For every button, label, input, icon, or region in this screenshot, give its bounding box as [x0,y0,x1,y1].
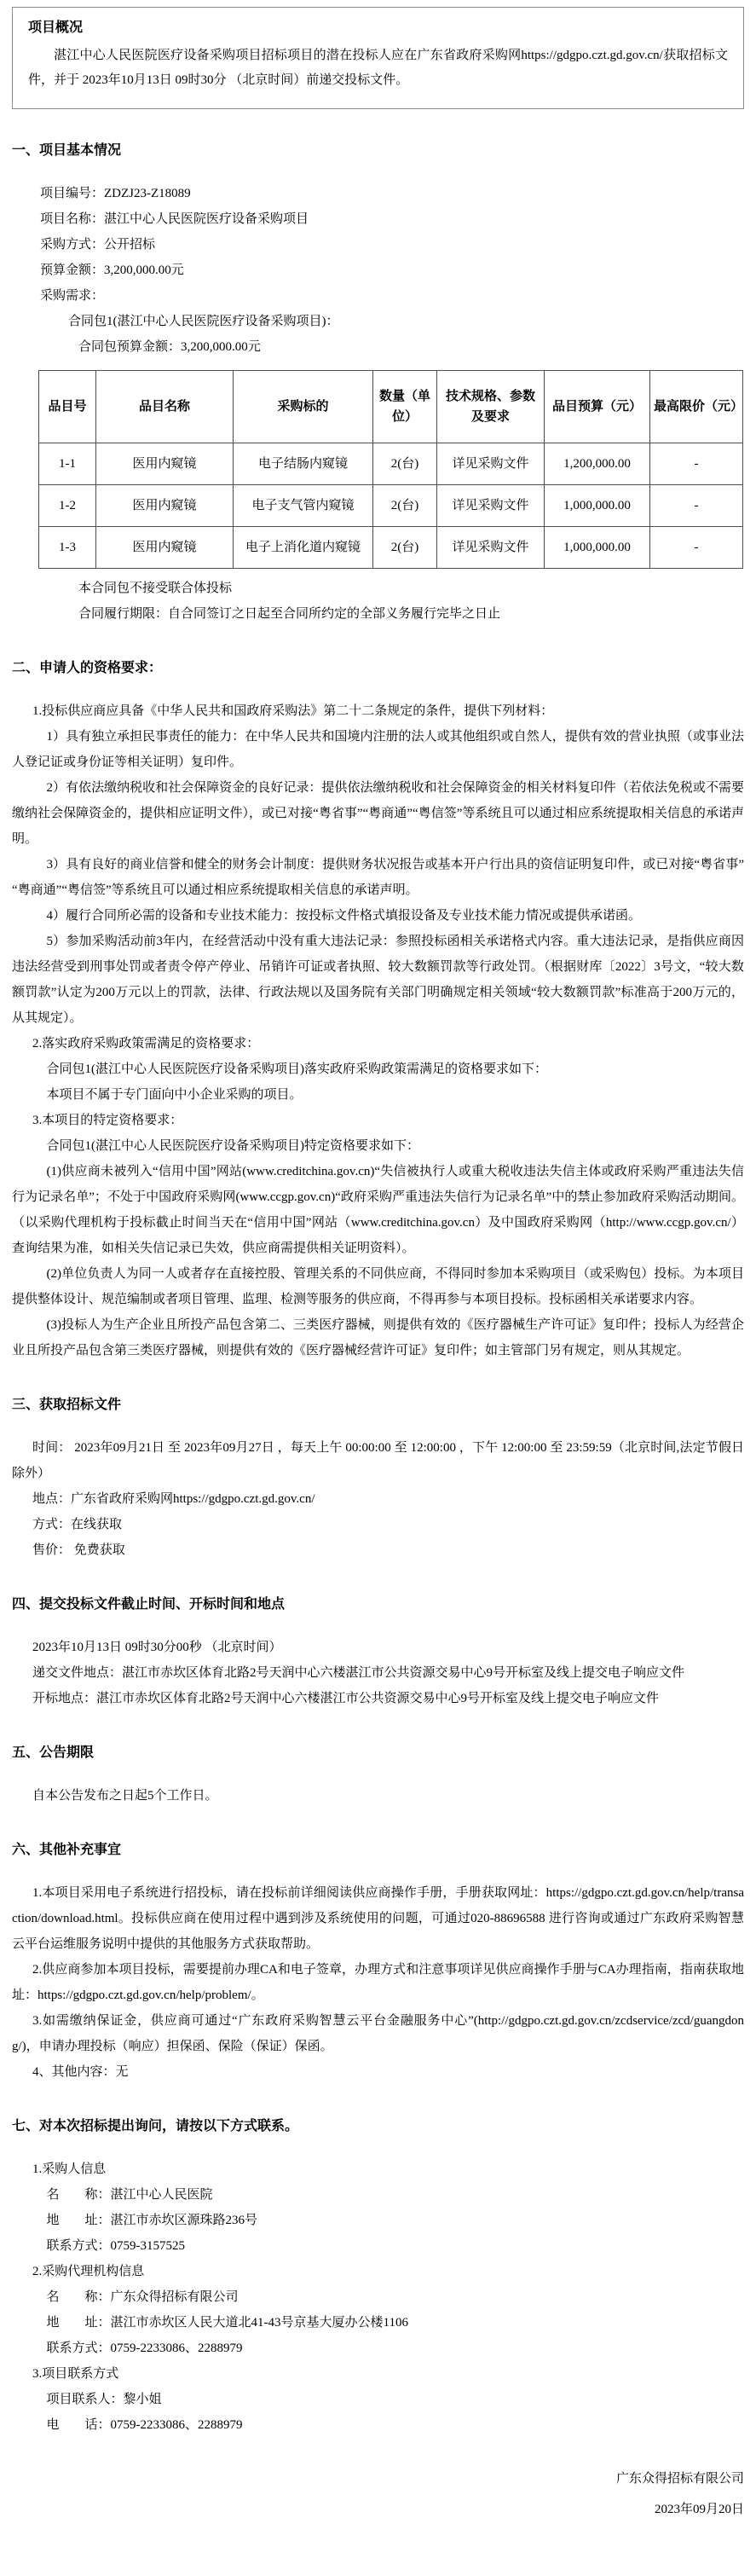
section-obtain-documents [12,1396,744,1563]
qualification-paragraph: (1)供应商未被列入“信用中国”网站(www.creditchina.gov.cn)“失信被执行人或重大税收违法失信主体或政府采购严重违法失信行为记录名单”；不处于中国政府采购网(www.ccgp.gov.cn)“政府采购严重违法失信行为记录名单”中的禁止参加政府采购活动期间。（以采购代理机构于投标截止时间当天在“信用中国”网站（www.creditchina.gov.cn）及中国政府采购网（http://www.ccgp.gov.cn/）查询结果为准，如相关失信记录已失效，供应商需提供相关证明资料）。 [12,1165,744,1255]
opening-place: 开标地点：湛江市赤坎区体育北路2号天润中心六楼湛江市公共资源交易中心9号开标室及线上提交电子响应文件 [32,1692,660,1705]
cell-tech-spec: 详见采购文件 [437,485,545,527]
purchaser-address: 地 址：湛江市赤坎区源珠路236号 [46,2214,258,2227]
cell-item-budget: 1,000,000.00 [545,527,650,569]
section-title: 七、对本次招标提出询问，请按以下方式联系。 [12,2119,299,2133]
agency-info-label: 2.采购代理机构信息 [32,2265,145,2278]
section-title: 六、其他补充事宜 [12,1843,122,1857]
qualification-paragraph: 5）参加采购活动前3年内，在经营活动中没有重大违法记录：参照投标函相关承诺格式内容。重大违法记录，是指供应商因违法经营受到刑事处罚或者责令停产停业、吊销许可证或者执照、较大数额罚款等行政处罚。（根据财库〔2022〕3号文，“较大数额罚款”认定为200万元以上的罚款，法律、行政法规以及国务院有关部门明确规定相关领域“较大数额罚款”标准高于200万元的，从其规定）。 [12,935,744,1025]
supplementary-item: 2.供应商参加本项目投标，需要提前办理CA和电子签章，办理方式和注意事项详见供应商操作手册与CA办理指南，指南获取地址：https://gdgpo.czt.gd.gov.cn/help/problem/。 [12,1963,744,2002]
section-basic-info [12,142,744,627]
section-title: 三、获取招标文件 [12,1398,122,1412]
qualification-paragraph: 1.投标供应商应具备《中华人民共和国政府采购法》第二十二条规定的条件，提供下列材料： [32,704,554,718]
section-title: 一、项目基本情况 [12,143,122,158]
project-number: 项目编号：ZDZJ23-Z18089 [40,187,191,200]
cell-max-price: - [650,527,743,569]
qualification-paragraph: (2)单位负责人为同一人或者存在直接控股、管理关系的不同供应商，不得同时参加本采购项目（或采购包）投标。为本项目提供整体设计、规范编制或者项目管理、监理、检测等服务的供应商，不得再参与本项目投标。投标函相关承诺要求内容。 [12,1267,744,1306]
table-row [39,443,743,485]
qualification-paragraph: 合同包1(湛江中心人民医院医疗设备采购项目)特定资格要求如下： [46,1139,419,1153]
cell-tech-spec: 详见采购文件 [437,443,545,485]
qualification-paragraph: 合同包1(湛江中心人民医院医疗设备采购项目)落实政府采购政策需满足的资格要求如下： [46,1062,547,1076]
section-title: 二、申请人的资格要求： [12,661,163,675]
header-item-budget: 品目预算（元） [545,371,650,443]
items-table [38,370,743,569]
supplementary-item: 1.本项目采用电子系统进行招投标，请在投标前详细阅读供应商操作手册，手册获取网址：https://gdgpo.czt.gd.gov.cn/help/transaction/download.html。投标供应商在使用过程中遇到涉及系统使用的问题，可通过020-88696588 进行咨询或通过广东政府采购智慧云平台运维服务说明中提供的其他服务方式获取帮助。 [12,1886,744,1951]
qualification-paragraph: 4）履行合同所必需的设备和专业技术能力：按投标文件格式填报设备及专业技术能力情况或提供承诺函。 [46,909,642,923]
cell-quantity: 2(台) [373,443,437,485]
project-contact-phone: 电 话：0759-2233086、2288979 [46,2418,243,2432]
header-max-price: 最高限价（元） [650,371,743,443]
supplementary-item: 3.如需缴纳保证金，供应商可通过“广东政府采购智慧云平台金融服务中心”(http://gdgpo.czt.gd.gov.cn/zcdservice/zcd/guangdong/)，申请办理投标（响应）担保函、保险（保证）保函。 [12,2014,744,2053]
section-supplementary [12,1841,744,2085]
qualification-paragraph: 1）具有独立承担民事责任的能力：在中华人民共和国境内注册的法人或其他组织或自然人，提供有效的营业执照（或事业法人登记证或身份证等相关证明）复印件。 [12,730,744,769]
obtain-time: 时间： 2023年09月21日 至 2023年09月27日 ，每天上午 00:00:00 至 12:00:00 ，下午 12:00:00 至 23:59:59（北京时间,法定节假日除外） [12,1441,744,1480]
cell-quantity: 2(台) [373,485,437,527]
cell-item-no: 1-1 [39,443,96,485]
deadline-datetime: 2023年10月13日 09时30分00秒 （北京时间） [32,1641,282,1654]
header-quantity: 数量（单位） [373,371,437,443]
project-overview-box [12,7,744,109]
supplementary-item: 4、其他内容：无 [32,2065,129,2079]
cell-item-budget: 1,200,000.00 [545,443,650,485]
procurement-demand-label: 采购需求： [40,289,105,303]
procurement-method: 采购方式：公开招标 [40,238,156,252]
section-announcement-period [12,1744,744,1809]
cell-item-name: 医用内窥镜 [96,527,234,569]
purchaser-name: 名 称：湛江中心人民医院 [46,2188,213,2202]
obtain-place: 地点：广东省政府采购网https://gdgpo.czt.gd.gov.cn/ [32,1492,315,1506]
section-qualification [12,659,744,1363]
cell-tech-spec: 详见采购文件 [437,527,545,569]
qualification-paragraph: (3)投标人为生产企业且所投产品包含第二、三类医疗器械，则提供有效的《医疗器械生产许可证》复印件；投标人为经营企业且所投产品包含第三类医疗器械，则提供有效的《医疗器械经营许可证》复印件；如主管部门另有规定，则从其规定。 [12,1318,744,1357]
qualification-paragraph: 本项目不属于专门面向中小企业采购的项目。 [46,1088,303,1102]
header-procurement-target: 采购标的 [234,371,373,443]
qualification-paragraph: 3.本项目的特定资格要求： [32,1114,183,1127]
signature-block [12,2463,744,2525]
project-name: 项目名称：湛江中心人民医院医疗设备采购项目 [40,212,309,226]
purchaser-phone: 联系方式：0759-3157525 [46,2239,185,2253]
obtain-method: 方式：在线获取 [32,1518,123,1531]
overview-title: 项目概况 [28,20,84,35]
table-row [39,527,743,569]
cell-item-name: 医用内窥镜 [96,443,234,485]
header-tech-spec: 技术规格、参数及要求 [437,371,545,443]
qualification-paragraph: 3）具有良好的商业信誉和健全的财务会计制度：提供财务状况报告或基本开户行出具的资信证明复印件，或已对接“粤省事”“粤商通”“粤信签”等系统且可以通过相应系统提取相关信息的承诺声明。 [12,858,744,897]
table-row [39,485,743,527]
qualification-paragraph: 2）有依法缴纳税收和社会保障资金的良好记录：提供依法缴纳税收和社会保障资金的相关材料复印件（若依法免税或不需要缴纳社会保障资金的，提供相应证明文件），或已对接“粤省事”“粤商通”“粤信签”等系统且可以通过相应系统提取相关信息的承诺声明。 [12,781,744,846]
table-header-row [39,371,743,443]
no-consortium-note: 本合同包不接受联合体投标 [78,582,233,595]
contract-package-budget: 合同包预算金额：3,200,000.00元 [78,340,261,354]
header-item-name: 品目名称 [96,371,234,443]
cell-item-no: 1-3 [39,527,96,569]
overview-text: 湛江中心人民医院医疗设备采购项目招标项目的潜在投标人应在广东省政府采购网https://gdgpo.czt.gd.gov.cn/获取招标文件，并于 2023年10月13日 09时30分 （北京时间）前递交投标文件。 [28,49,728,87]
project-contact-label: 3.项目联系方式 [32,2367,119,2381]
agency-phone: 联系方式：0759-2233086、2288979 [46,2342,243,2355]
signature-company: 广东众得招标有限公司 [615,2472,744,2486]
qualification-paragraph: 2.落实政府采购政策需满足的资格要求： [32,1037,260,1051]
header-item-no: 品目号 [39,371,96,443]
cell-max-price: - [650,485,743,527]
agency-address: 地 址：湛江市赤坎区人民大道北41-43号京基大厦办公楼1106 [46,2316,408,2330]
cell-max-price: - [650,443,743,485]
contract-package-line: 合同包1(湛江中心人民医院医疗设备采购项目)： [68,315,339,328]
agency-name: 名 称：广东众得招标有限公司 [46,2290,239,2304]
purchaser-info-label: 1.采购人信息 [32,2162,107,2176]
cell-item-name: 医用内窥镜 [96,485,234,527]
obtain-price: 售价： 免费获取 [32,1543,125,1557]
project-contact-person: 项目联系人：黎小姐 [46,2393,162,2406]
cell-procurement-target: 电子支气管内窥镜 [234,485,373,527]
contract-period-note: 合同履行期限：自合同签订之日起至合同所约定的全部义务履行完毕之日止 [78,607,501,621]
section-title: 五、公告期限 [12,1745,95,1760]
section-title: 四、提交投标文件截止时间、开标时间和地点 [12,1597,286,1612]
cell-procurement-target: 电子结肠内窥镜 [234,443,373,485]
cell-quantity: 2(台) [373,527,437,569]
budget-amount: 预算金额：3,200,000.00元 [40,263,184,277]
cell-item-budget: 1,000,000.00 [545,485,650,527]
signature-date: 2023年09月20日 [654,2503,744,2516]
announcement-period-text: 自本公告发布之日起5个工作日。 [32,1789,218,1803]
submission-place: 递交文件地点：湛江市赤坎区体育北路2号天润中心六楼湛江市公共资源交易中心9号开标室及线上提交电子响应文件 [32,1666,685,1680]
cell-item-no: 1-2 [39,485,96,527]
cell-procurement-target: 电子上消化道内窥镜 [234,527,373,569]
section-deadline-opening [12,1595,744,1711]
section-contacts [12,2117,744,2438]
